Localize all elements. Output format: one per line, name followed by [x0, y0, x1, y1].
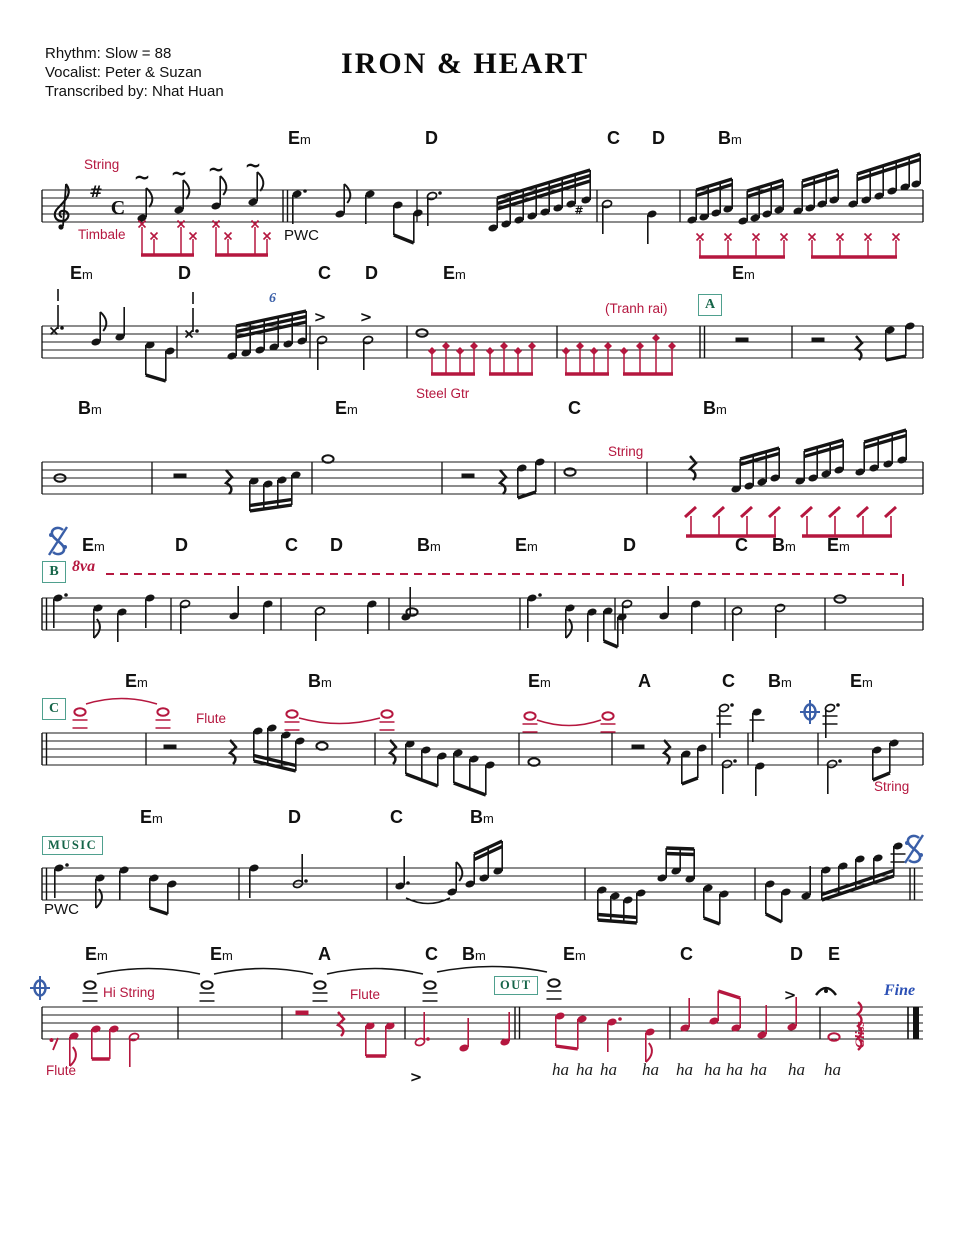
lyric-syllable: ha [552, 1060, 569, 1079]
chord-label: Bm [462, 944, 486, 964]
svg-text:>: > [409, 1068, 423, 1086]
chord-label: C [318, 263, 331, 283]
gliss-label: Gliss [852, 1021, 867, 1048]
lyric-syllable: ha [726, 1060, 743, 1079]
chord-label: A [638, 671, 651, 691]
chord-label: D [365, 263, 378, 283]
rehearsal-box: B [42, 561, 66, 583]
inst-label: String [874, 779, 910, 794]
octave-label: 8va [72, 558, 96, 575]
chord-label: C [722, 671, 735, 691]
vocalist-line: Vocalist: Peter & Suzan [45, 64, 202, 81]
inst-label: (Tranh rai) [605, 301, 668, 316]
lyric-syllable: ha [600, 1060, 617, 1079]
lyric-syllable: ha [788, 1060, 805, 1079]
svg-text:#: # [89, 182, 103, 201]
svg-text:C: C [110, 197, 126, 219]
lyric-syllable: ha [676, 1060, 693, 1079]
chord-label: Em [140, 807, 163, 827]
lyric-syllable: ha [750, 1060, 767, 1079]
transcriber-line: Transcribed by: Nhat Huan [45, 83, 224, 100]
svg-text:>: > [313, 308, 327, 326]
svg-text:>: > [359, 308, 373, 326]
svg-text:>: > [783, 986, 797, 1004]
chord-label: C [680, 944, 693, 964]
inst-label: Flute [350, 987, 381, 1002]
rhythm-line: Rhythm: Slow = 88 [45, 45, 172, 62]
inst-label: String [84, 157, 120, 172]
chord-label: Em [70, 263, 93, 283]
rehearsal-box: OUT [494, 976, 538, 995]
plain-label: PWC [44, 901, 79, 918]
chord-label: Em [515, 535, 538, 555]
fine-label: Fine [884, 982, 916, 999]
chord-label: Bm [78, 398, 102, 418]
chord-label: Em [732, 263, 755, 283]
chord-label: D [425, 128, 438, 148]
chord-label: D [790, 944, 803, 964]
chord-label: Em [827, 535, 850, 555]
inst-label: Flute [196, 711, 227, 726]
inst-label: String [608, 444, 644, 459]
inst-label: Timbale [78, 227, 126, 242]
chord-label: C [390, 807, 403, 827]
chord-label: D [175, 535, 188, 555]
svg-text:~: ~ [244, 153, 262, 177]
chord-label: Em [210, 944, 233, 964]
song-title: IRON & HEART [341, 47, 589, 80]
chord-label: Em [85, 944, 108, 964]
chord-label: Em [528, 671, 551, 691]
chord-label: Em [335, 398, 358, 418]
chord-label: Bm [703, 398, 727, 418]
chord-label: Em [288, 128, 311, 148]
lyric-syllable: ha [704, 1060, 721, 1079]
chord-label: Em [125, 671, 148, 691]
chord-label: Em [82, 535, 105, 555]
chord-label: C [735, 535, 748, 555]
chord-label: C [425, 944, 438, 964]
rehearsal-box: C [42, 698, 66, 720]
svg-text:~: ~ [207, 157, 225, 181]
chord-label: Bm [470, 807, 494, 827]
tuplet-label: 6 [269, 291, 276, 306]
chord-label: Bm [718, 128, 742, 148]
chord-label: A [318, 944, 331, 964]
chord-label: C [285, 535, 298, 555]
chord-label: E [828, 944, 841, 964]
lyric-syllable: ha [824, 1060, 841, 1079]
chord-label: D [623, 535, 636, 555]
svg-text:~: ~ [170, 161, 188, 185]
chord-label: C [607, 128, 620, 148]
svg-text:~: ~ [133, 165, 151, 189]
chord-label: Em [563, 944, 586, 964]
plain-label: PWC [284, 227, 319, 244]
chord-label: D [178, 263, 191, 283]
chord-label: Em [850, 671, 873, 691]
lyric-syllable: ha [642, 1060, 659, 1079]
chord-label: D [288, 807, 301, 827]
inst-label: Steel Gtr [416, 386, 470, 401]
inst-label: Flute [46, 1063, 77, 1078]
chord-label: D [330, 535, 343, 555]
rehearsal-box: MUSIC [42, 836, 103, 855]
chord-label: Bm [772, 535, 796, 555]
chord-label: Bm [768, 671, 792, 691]
svg-text:#: # [574, 204, 584, 217]
chord-label: Bm [417, 535, 441, 555]
chord-label: D [652, 128, 665, 148]
inst-label: Hi String [103, 985, 155, 1000]
lyric-syllable: ha [576, 1060, 593, 1079]
chord-label: Bm [308, 671, 332, 691]
chord-label: Em [443, 263, 466, 283]
chord-label: C [568, 398, 581, 418]
rehearsal-box: A [698, 294, 722, 316]
